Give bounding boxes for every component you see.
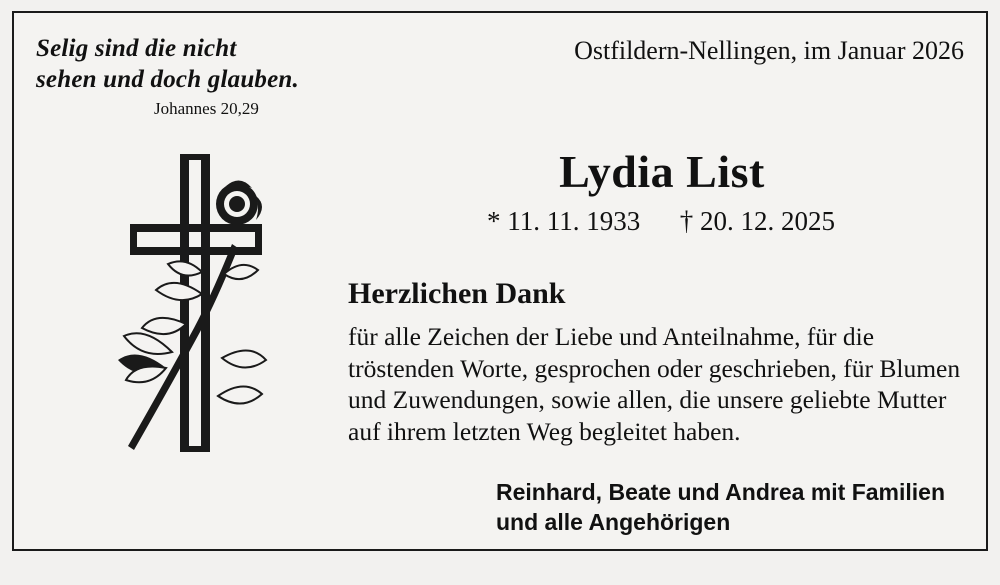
signature-line: und alle Angehörigen <box>496 509 731 535</box>
body-line: und Zuwendungen, sowie allen, die unsere geliebte Mutter <box>348 385 947 414</box>
birth-date: * 11. 11. 1933 <box>487 206 641 236</box>
main-text-column <box>332 145 982 537</box>
verse-line-1: Selig sind die nicht <box>36 35 237 62</box>
body-line: tröstenden Worte, gesprochen oder geschrieben, für Blumen <box>348 353 961 383</box>
bible-verse <box>36 33 366 119</box>
place-and-date: Ostfildern-Nellingen, im Januar 2026 <box>574 36 964 65</box>
thanks-heading: Herzlichen Dank <box>348 277 566 310</box>
cross-with-rose-icon <box>106 146 296 458</box>
deceased-name: Lydia List <box>559 146 765 197</box>
death-date: † 20. 12. 2025 <box>679 206 835 236</box>
signature-line: Reinhard, Beate und Andrea mit Familien <box>496 479 946 505</box>
life-dates <box>332 205 982 237</box>
thanks-body <box>348 321 982 447</box>
body-line: für alle Zeichen der Liebe und Anteilnahme, für die <box>348 322 875 351</box>
signature-block <box>496 477 982 537</box>
verse-line-2: sehen und doch glauben. <box>36 66 299 93</box>
body-line: auf ihrem letzten Weg begleitet haben. <box>348 416 741 446</box>
notice-content <box>14 13 986 549</box>
notice-frame <box>12 11 988 551</box>
verse-reference: Johannes 20,29 <box>154 99 259 118</box>
